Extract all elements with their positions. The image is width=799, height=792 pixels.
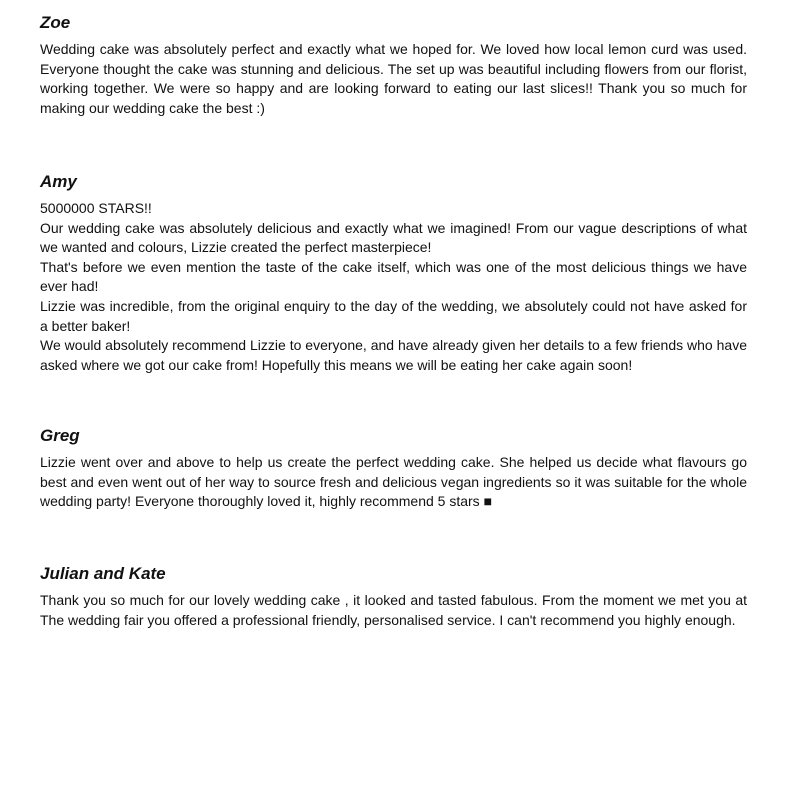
review-text: Lizzie went over and above to help us create the perfect wedding cake. She helped us decide what flavours go best and even went out of her way to source fresh and delicious vegan ingredients so it was suitable for the whole wedding party! Everyone thoroughly loved it, highly recommend 5 stars ■ (40, 454, 747, 510)
reviewer-name: Julian and Kate (40, 564, 166, 583)
review-text: Wedding cake was absolutely perfect and exactly what we hoped for. We loved how local lemon curd was used. Everyone thought the cake was stunning and delicious. The set up was beautiful including flowers from our florist, working together. We were so happy and are looking forward to eating our last slices!! Thank you so much for making our wedding cake the best :) (40, 41, 747, 116)
review-text: 5000000 STARS!! (40, 200, 152, 216)
reviewer-name: Greg (40, 426, 80, 445)
review-text: Our wedding cake was absolutely delicious and exactly what we imagined! From our vague descriptions of what we wanted and colours, Lizzie created the perfect masterpiece! (40, 219, 747, 256)
review-amy (40, 171, 747, 375)
reviewer-name: Zoe (40, 13, 71, 32)
review-julian-and-kate (40, 563, 747, 630)
review-text: That's before we even mention the taste of the cake itself, which was one of the most delicious things we have ever had! (40, 258, 747, 295)
review-text: Thank you so much for our lovely wedding cake , it looked and tasted fabulous. From the moment we met you at The wedding fair you offered a professional friendly, personalised service. I can't recommend you highly enough. (40, 592, 747, 628)
review-text: Lizzie was incredible, from the original enquiry to the day of the wedding, we absolutely could not have asked for a better baker! (40, 297, 747, 334)
review-zoe (40, 12, 747, 118)
review-greg (40, 425, 747, 512)
review-text: We would absolutely recommend Lizzie to everyone, and have already given her details to a few friends who have asked where we got our cake from! Hopefully this means we will be eating her cake again soon! (40, 337, 747, 373)
reviewer-name: Amy (40, 172, 77, 191)
